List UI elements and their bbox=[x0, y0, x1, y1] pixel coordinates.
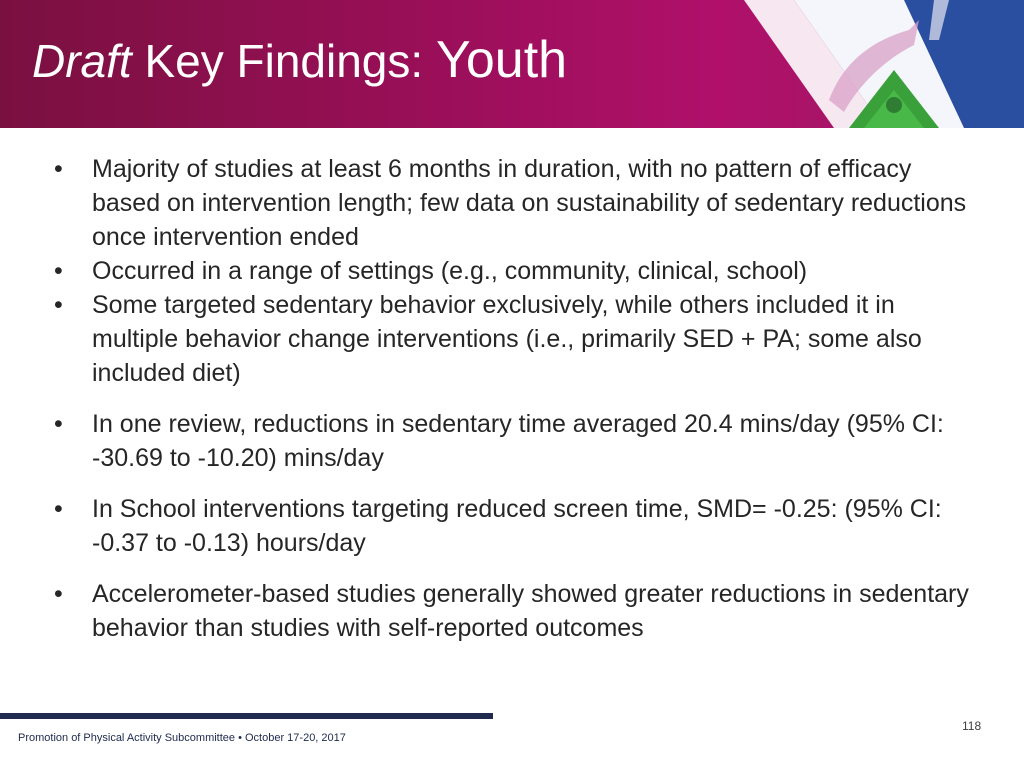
bullet-text: Some targeted sedentary behavior exclusively, while others included it in multiple behavior change interventions (i.e., primarily SED + PA; some also included diet) bbox=[92, 291, 922, 387]
bullet-text: In School interventions targeting reduced screen time, SMD= -0.25: (95% CI: -0.37 to -0.13) hours/day bbox=[92, 495, 942, 557]
page-number: 118 bbox=[962, 719, 982, 733]
bullet-icon: • bbox=[54, 410, 63, 438]
title-topic: Youth bbox=[435, 31, 568, 89]
bullet-text: Occurred in a range of settings (e.g., community, clinical, school) bbox=[92, 257, 808, 285]
slide-title bbox=[32, 31, 568, 89]
header-decorative-graphic bbox=[734, 0, 1024, 128]
title-banner bbox=[0, 0, 1024, 128]
bullet-item bbox=[54, 254, 974, 288]
bullet-text: Accelerometer-based studies generally showed greater reductions in sedentary behavior than studies with self-reported outcomes bbox=[92, 580, 969, 642]
footer-divider bbox=[0, 713, 493, 719]
bullet-item bbox=[54, 492, 974, 560]
bullet-item bbox=[54, 288, 974, 390]
bullet-item bbox=[54, 152, 974, 254]
footer-caption: Promotion of Physical Activity Subcommittee • October 17-20, 2017 bbox=[18, 732, 346, 744]
bullet-icon: • bbox=[54, 580, 63, 608]
bullet-icon: • bbox=[54, 155, 63, 183]
bullet-item bbox=[54, 577, 974, 645]
bullet-text: In one review, reductions in sedentary time averaged 20.4 mins/day (95% CI: -30.69 to -10.20) mins/day bbox=[92, 410, 944, 472]
figure-head-icon bbox=[886, 97, 902, 113]
findings-list bbox=[54, 152, 974, 645]
bullet-icon: • bbox=[54, 495, 63, 523]
title-draft: Draft bbox=[32, 35, 132, 87]
title-main: Key Findings: bbox=[131, 35, 436, 87]
bullet-icon: • bbox=[54, 257, 63, 285]
bullet-text: Majority of studies at least 6 months in duration, with no pattern of efficacy based on intervention length; few data on sustainability of sedentary reductions once intervention ended bbox=[92, 155, 967, 251]
bullet-item bbox=[54, 407, 974, 475]
bullet-icon: • bbox=[54, 291, 63, 319]
